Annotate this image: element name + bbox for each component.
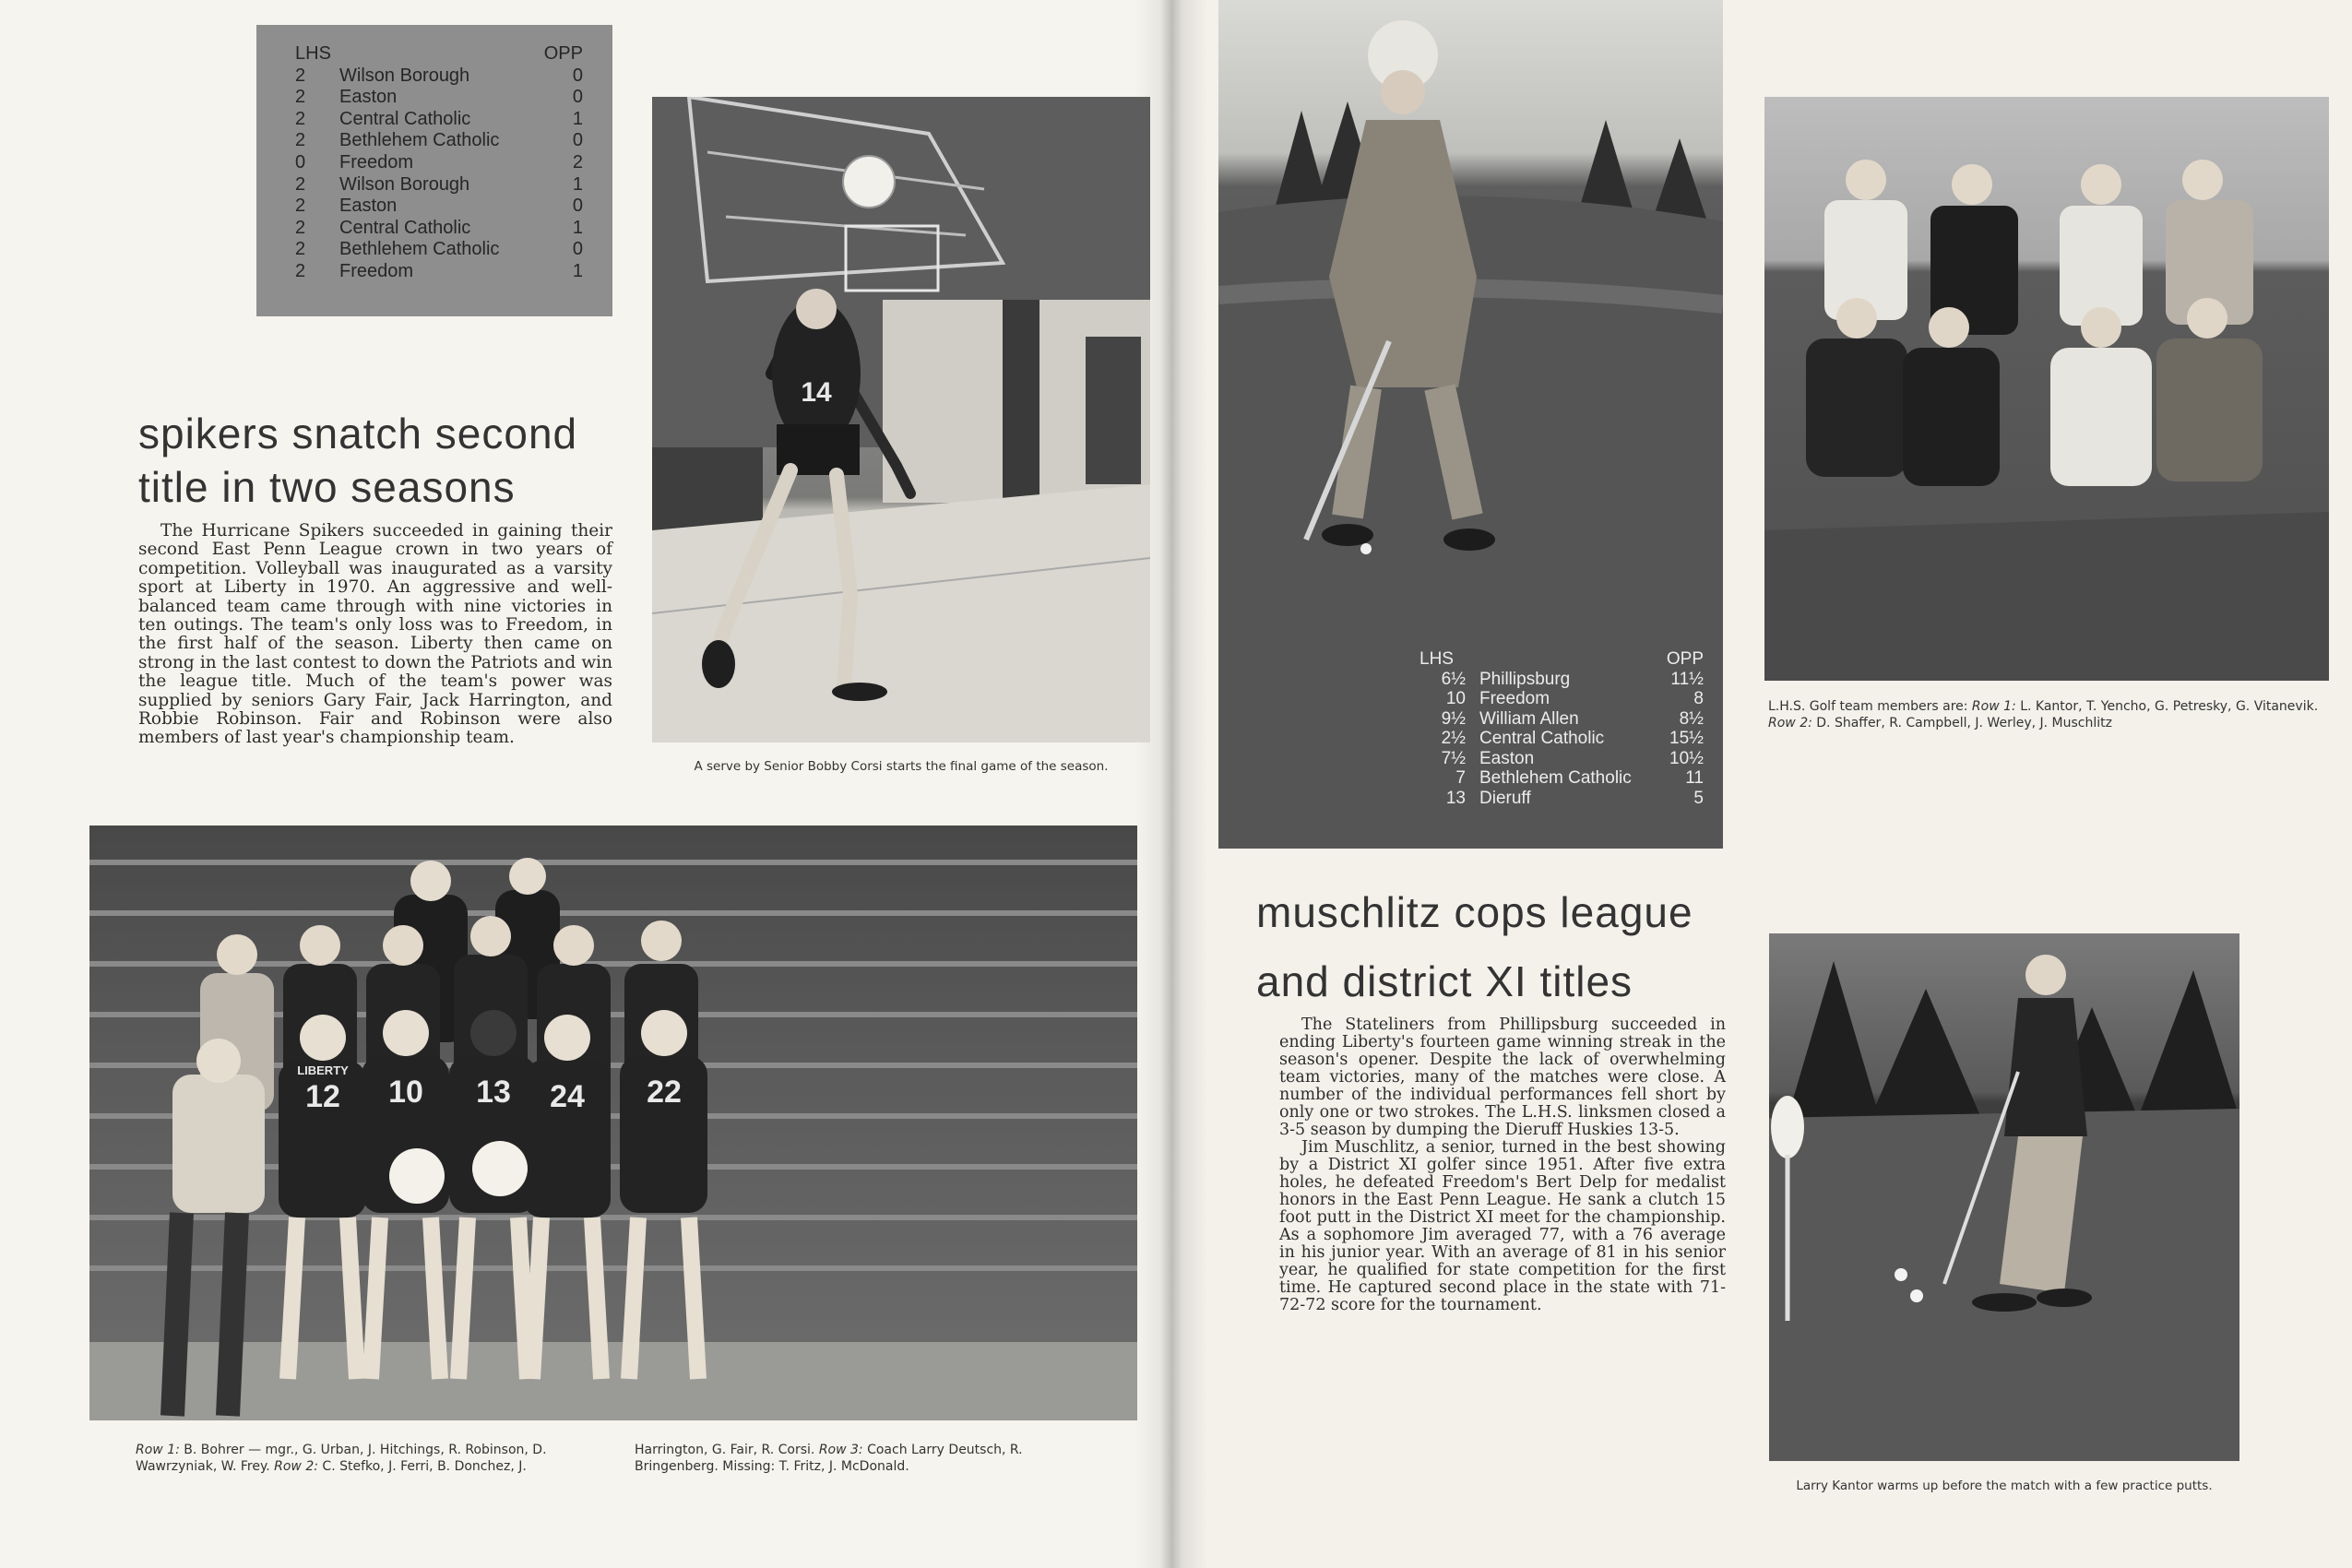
golf-score-rows	[1419, 670, 1705, 809]
score-opponent: Bethlehem Catholic	[339, 239, 500, 260]
golf-score-table	[1419, 649, 1705, 808]
score-opponent: Freedom	[339, 151, 414, 172]
golf-score-row	[1419, 689, 1705, 709]
score-opponent: Easton	[339, 87, 398, 108]
volleyball-score-table	[295, 43, 583, 283]
volleyball-score-row	[295, 109, 583, 131]
golf-team-caption	[1768, 698, 2333, 731]
golf-score-lhs: 13	[1445, 788, 1466, 808]
golf-score-opponent: Easton	[1479, 748, 1535, 768]
golf-score-row	[1419, 729, 1705, 749]
team-photo-scene	[89, 826, 1137, 1420]
golf-team-scene	[1764, 97, 2329, 681]
golf-score-row	[1419, 709, 1705, 730]
score-lhs: 2	[295, 108, 306, 129]
golf-caption-intro: L.H.S. Golf team members are:	[1768, 699, 1972, 714]
score-opponent: Freedom	[339, 260, 414, 281]
volleyball-score-row	[295, 174, 583, 196]
score-opp: 1	[572, 108, 583, 129]
score-lhs: 0	[295, 151, 306, 172]
volleyball-story: The Hurricane Spikers succeeded in gaining their second East Penn League crown in two years of competition. Volleyball was inaugurated as a varsity sport at Liberty in 1970. An aggressive and well-balanced team came through with nine victories in ten outings. The team's only loss was to Freedom, in the first half of the season. Liberty then came on strong in the last contest to down the Patriots and win the league title. Much of the team's power was supplied by seniors Gary Fair, Jack Harrington, and Robbie Robinson. Fair and Robinson were also members of last year's championship team.	[138, 521, 612, 748]
caption-row2-names: C. Stefko, J. Ferri, B. Donchez, J.	[317, 1459, 527, 1474]
golf-score-opp: 11	[1685, 768, 1704, 788]
volleyball-score-rows	[295, 65, 583, 283]
golf-score-lhs: 7½	[1441, 748, 1466, 768]
golf-headline-line-1: muschlitz cops league	[1256, 888, 1693, 936]
golf-headline-line-2: and district XI titles	[1256, 957, 1633, 1005]
headline-line-1: spikers snatch second	[138, 410, 578, 457]
golf-score-row	[1419, 749, 1705, 769]
golf-score-opp: 8½	[1679, 708, 1704, 729]
score-opp: 1	[572, 173, 583, 195]
golf-opp-header: OPP	[1666, 649, 1704, 669]
volleyball-score-row	[295, 218, 583, 240]
score-lhs: 2	[295, 65, 306, 86]
score-lhs: 2	[295, 217, 306, 238]
score-header-spacer	[339, 43, 542, 65]
golf-story-paragraph-1: The Stateliners from Phillipsburg succeeded in ending Liberty's fourteen game winning streak in the season's opener. Despite the lack of overwhelming team victories, many of the matches were close. A number of the individual performances fell short by only one or two strokes. The L.H.S. linksmen closed a 3-5 season by dumping the Dieruff Huskies 13-5.	[1279, 1016, 1726, 1139]
golf-caption-row2-label: Row 2:	[1768, 716, 1812, 731]
score-opp: 2	[572, 151, 583, 172]
golf-score-row	[1419, 670, 1705, 690]
caption-row3-label: Row 3:	[818, 1443, 863, 1457]
golf-score-opponent: Central Catholic	[1479, 729, 1605, 748]
golf-score-row	[1419, 789, 1705, 809]
caption-row3-names: Coach Larry Deutsch, R. Bringenberg. Missing: T. Fritz, J. McDonald.	[635, 1443, 1023, 1474]
golf-score-opponent: Freedom	[1479, 689, 1550, 708]
score-opponent: Bethlehem Catholic	[339, 130, 500, 151]
lhs-header: LHS	[295, 43, 331, 64]
opp-header: OPP	[543, 43, 583, 64]
golf-story-paragraph-2: Jim Muschlitz, a senior, turned in the best showing by a District XI golfer since 1951. After five extra holes, he defeated Freedom's Bert Delp for medalist honors in the East Penn League. He sank a clutch 15 foot putt in the District XI meet for the championship. As a sophomore Jim averaged 77, with a 76 average in his junior year. With an average of 81 in his senior year, he qualified for state competition for the first time. He captured second place in the state with 71-72-72 score for the tournament.	[1279, 1138, 1726, 1314]
golf-score-opp: 11½	[1670, 669, 1704, 689]
golf-story	[1279, 1016, 1726, 1314]
score-lhs: 2	[295, 196, 306, 217]
golf-score-lhs: 7	[1455, 768, 1466, 788]
putt-photo	[1769, 933, 2239, 1461]
golf-score-opponent: Bethlehem Catholic	[1479, 768, 1632, 788]
golf-team-photo	[1764, 97, 2329, 681]
score-opponent: Central Catholic	[339, 108, 471, 129]
golf-score-opponent: Phillipsburg	[1479, 669, 1571, 689]
score-opp: 0	[572, 65, 583, 86]
score-lhs: 2	[295, 87, 306, 108]
volleyball-score-box	[256, 25, 612, 316]
golf-score-opp: 10½	[1669, 748, 1704, 768]
headline-line-2: title in two seasons	[138, 463, 516, 511]
volleyball-score-row	[295, 261, 583, 283]
team-caption-col-2	[635, 1442, 1103, 1475]
putt-scene	[1769, 933, 2239, 1461]
score-opponent: Wilson Borough	[339, 173, 470, 195]
golf-score-opponent: Dieruff	[1479, 788, 1531, 808]
volleyball-score-row	[295, 65, 583, 88]
volleyball-team-photo	[89, 826, 1137, 1420]
golf-score-lhs: 6½	[1441, 669, 1466, 689]
score-lhs: 2	[295, 239, 306, 260]
golf-caption-row1-names: L. Kantor, T. Yencho, G. Petresky, G. Vitanevik.	[2015, 699, 2319, 714]
volleyball-headline	[138, 407, 636, 514]
golf-score-opponent: William Allen	[1479, 708, 1579, 729]
golf-score-lhs: 2½	[1441, 729, 1466, 748]
golf-caption-row2-names: D. Shaffer, R. Campbell, J. Werley, J. Muschlitz	[1812, 716, 2112, 731]
golf-lhs-header: LHS	[1420, 649, 1454, 669]
score-opponent: Central Catholic	[339, 217, 471, 238]
jersey-number-22: 22	[647, 1075, 682, 1110]
golf-score-lhs: 9½	[1441, 708, 1466, 729]
score-opp: 1	[572, 260, 583, 281]
golf-score-lhs: 10	[1445, 689, 1466, 708]
jersey-number-10: 10	[388, 1075, 423, 1110]
serve-jersey-number: 14	[801, 377, 832, 408]
golf-header-spacer	[1467, 649, 1653, 670]
score-opponent: Wilson Borough	[339, 65, 470, 86]
golf-score-header-row	[1419, 649, 1705, 670]
caption-row1-label: Row 1:	[136, 1443, 180, 1457]
putt-photo-caption: Larry Kantor warms up before the match with a few practice putts.	[1796, 1479, 2213, 1493]
jersey-lettering: LIBERTY	[297, 1063, 349, 1077]
jersey-number-24: 24	[550, 1079, 585, 1114]
golf-swing-photo	[1218, 0, 1723, 849]
caption-row1-names: B. Bohrer — mgr., G. Urban, J. Hitchings, R. Robinson, D. Wawrzyniak, W. Frey.	[136, 1443, 547, 1474]
golf-score-opp: 5	[1693, 788, 1704, 808]
caption-row2-continued: Harrington, G. Fair, R. Corsi.	[635, 1443, 819, 1457]
score-opp: 1	[572, 217, 583, 238]
golf-score-row	[1419, 768, 1705, 789]
score-opp: 0	[572, 130, 583, 151]
score-opponent: Easton	[339, 196, 398, 217]
volleyball-score-row	[295, 196, 583, 218]
volleyball-score-row	[295, 152, 583, 174]
team-caption-col-1	[136, 1442, 604, 1475]
golf-caption-row1-label: Row 1:	[1971, 699, 2016, 714]
score-header-row	[295, 43, 583, 65]
score-lhs: 2	[295, 260, 306, 281]
volleyball-score-row	[295, 239, 583, 261]
score-opp: 0	[572, 87, 583, 108]
golf-headline	[1256, 878, 1773, 1016]
score-opp: 0	[572, 239, 583, 260]
serve-photo-caption: A serve by Senior Bobby Corsi starts the final game of the season.	[694, 759, 1109, 774]
caption-row2-label: Row 2:	[274, 1459, 318, 1474]
serve-photo-scene	[652, 97, 1150, 742]
score-opp: 0	[572, 196, 583, 217]
volleyball-score-row	[295, 87, 583, 109]
jersey-number-12: 12	[305, 1079, 340, 1114]
serve-photo	[652, 97, 1150, 742]
score-lhs: 2	[295, 173, 306, 195]
golf-score-opp: 15½	[1669, 729, 1704, 748]
volleyball-score-row	[295, 130, 583, 152]
score-lhs: 2	[295, 130, 306, 151]
jersey-number-13: 13	[476, 1075, 511, 1110]
golf-score-opp: 8	[1693, 689, 1704, 708]
